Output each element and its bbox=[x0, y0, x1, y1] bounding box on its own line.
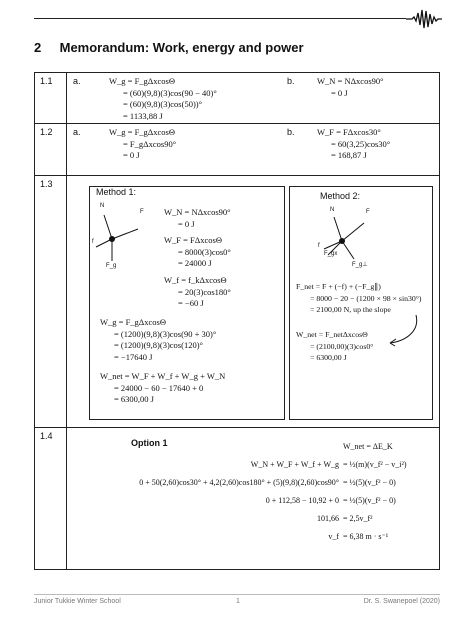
diagram-label-fg: F_g bbox=[106, 263, 117, 269]
footer-rule bbox=[34, 594, 440, 595]
question-number: 1.2 bbox=[35, 124, 67, 175]
math-line: = ½(5)(v_f² − 0) bbox=[343, 496, 396, 505]
math-line: 101,66 bbox=[317, 514, 339, 523]
math-line: W_N = NΔxcos90° bbox=[317, 76, 384, 86]
wf-working bbox=[164, 235, 231, 270]
wnet-working bbox=[100, 371, 225, 406]
waveform-logo-icon bbox=[406, 8, 442, 30]
diagram-label-f: F bbox=[140, 209, 144, 215]
part-b-working bbox=[317, 76, 384, 99]
math-line: F_net = F + (−f) + (−F_g∥) bbox=[296, 282, 381, 291]
math-line: W_net = ΔE_K bbox=[343, 442, 393, 451]
fnet-working bbox=[296, 281, 422, 316]
math-line: = 8000 − 20 − (1200 × 98 × sin30°) bbox=[310, 293, 422, 303]
diagram-label-fgx: F_gx bbox=[324, 251, 338, 257]
math-line: 0 + 112,58 − 10,92 + 0 bbox=[265, 496, 339, 505]
math-line: = 6300,00 J bbox=[310, 353, 347, 363]
method-1-box bbox=[89, 186, 285, 420]
math-line: = 1133,88 J bbox=[123, 110, 163, 121]
math-line: W_g = F_gΔxcosΘ bbox=[109, 127, 175, 137]
question-number: 1.3 bbox=[35, 176, 67, 427]
method-2-title: Method 2: bbox=[320, 191, 361, 201]
header-rule bbox=[34, 18, 406, 19]
math-line: = (60)(9,8)(3)cos(50))° bbox=[123, 99, 202, 110]
math-line: = 2,5v_f² bbox=[343, 514, 373, 523]
math-line: = ½(m)(v_f² − v_i²) bbox=[343, 460, 407, 469]
math-line: = −60 J bbox=[178, 298, 204, 309]
energy-rhs bbox=[343, 438, 407, 546]
section-heading bbox=[34, 40, 304, 55]
question-1-3-row bbox=[34, 176, 440, 428]
section-number: 2 bbox=[34, 40, 42, 55]
part-a-working bbox=[109, 127, 176, 162]
math-line: = 0 J bbox=[178, 218, 195, 229]
diagram-label-n: N bbox=[330, 207, 335, 213]
question-number: 1.1 bbox=[35, 73, 67, 123]
math-line: = 24000 J bbox=[178, 258, 212, 269]
section-title: Memorandum: Work, energy and power bbox=[59, 40, 304, 55]
option-title: Option 1 bbox=[131, 438, 168, 448]
part-a-label: a. bbox=[73, 127, 81, 137]
math-line: = 168,87 J bbox=[331, 150, 367, 161]
force-diagram-icon bbox=[318, 205, 378, 275]
wnet-working bbox=[296, 329, 373, 364]
math-line: W_N + W_F + W_f + W_g bbox=[250, 460, 339, 469]
part-b-label: b. bbox=[287, 76, 295, 86]
math-line: = 20(3)cos180° bbox=[178, 286, 231, 297]
question-number: 1.4 bbox=[35, 428, 67, 569]
math-line: 0 + 50(2,60)cos30° + 4,2(2,60)cos180° + (5)(9,8)(2,60)cos90° bbox=[139, 478, 339, 487]
math-line: = 8000(3)cos0° bbox=[178, 246, 231, 257]
diagram-label-friction: f bbox=[92, 239, 94, 245]
math-line: = (1200)(9,8)(3)cos(90 + 30)° bbox=[114, 328, 217, 339]
method-2-box bbox=[289, 186, 433, 420]
diagram-label-n: N bbox=[100, 203, 105, 209]
math-line: = (2100,00)(3)cos0° bbox=[310, 341, 374, 351]
wn-working bbox=[164, 207, 231, 230]
footer-left: Junior Tukkie Winter School bbox=[34, 598, 121, 605]
math-line: = ½(5)(v_f² − 0) bbox=[343, 478, 396, 487]
question-1-4-row bbox=[34, 428, 440, 570]
part-a-label: a. bbox=[73, 76, 81, 86]
math-line: W_g = F_gΔxcosΘ bbox=[109, 76, 175, 86]
wg-working bbox=[100, 317, 216, 363]
math-line: = 60(3,25)cos30° bbox=[331, 138, 391, 149]
diagram-label-fg-perp: F_g⊥ bbox=[352, 262, 368, 268]
math-line: = 6300,00 J bbox=[114, 394, 154, 405]
math-line: W_net = W_F + W_f + W_g + W_N bbox=[100, 371, 226, 381]
question-1-1-row bbox=[34, 72, 440, 124]
math-line: = 6,38 m · s⁻¹ bbox=[343, 532, 389, 541]
curved-arrow-icon bbox=[386, 313, 426, 349]
math-line: W_F = FΔxcos30° bbox=[317, 127, 381, 137]
energy-lhs bbox=[139, 438, 339, 546]
footer-right: Dr. S. Swanepoel (2020) bbox=[363, 598, 440, 605]
question-1-2-row bbox=[34, 124, 440, 176]
math-line: W_N = NΔxcos90° bbox=[164, 207, 231, 217]
math-line: W_g = F_gΔxcosΘ bbox=[100, 317, 166, 327]
wfriction-working bbox=[164, 275, 231, 310]
math-line: = (60)(9,8)(3)cos(90 − 40)° bbox=[123, 87, 217, 98]
part-b-label: b. bbox=[287, 127, 295, 137]
part-b-working bbox=[317, 127, 390, 162]
math-line: = 0 J bbox=[331, 87, 348, 98]
math-line: W_f = f_kΔxcosΘ bbox=[164, 275, 227, 285]
math-line: = 2100,00 N, up the slope bbox=[310, 305, 391, 315]
diagram-label-f: F bbox=[366, 209, 370, 215]
math-line: = −17640 J bbox=[114, 351, 153, 362]
diagram-label-friction: f bbox=[318, 243, 320, 249]
math-line: = (1200)(9,8)(3)cos(120)° bbox=[114, 340, 203, 351]
math-line: W_net = F_netΔxcosΘ bbox=[296, 330, 368, 339]
part-a-working bbox=[109, 76, 217, 122]
math-line: = F_gΔxcos90° bbox=[123, 138, 177, 149]
math-line: = 0 J bbox=[123, 150, 140, 161]
math-line: v_f bbox=[328, 532, 339, 541]
method-1-title: Method 1: bbox=[96, 187, 137, 197]
math-line: = 24000 − 60 − 17640 + 0 bbox=[114, 382, 204, 393]
math-line bbox=[139, 438, 339, 456]
math-line: W_F = FΔxcosΘ bbox=[164, 235, 222, 245]
footer-page-number: 1 bbox=[236, 598, 240, 605]
